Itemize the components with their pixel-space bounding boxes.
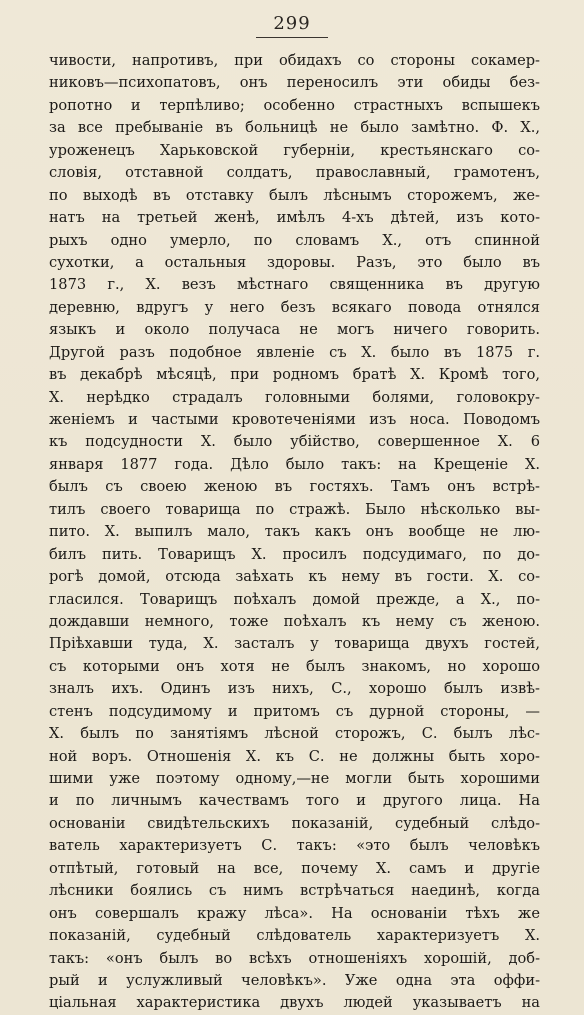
text-line: чивости, напротивъ, при обидахъ со стороны сокамер- — [49, 52, 540, 69]
text-line: лѣсники боялись съ нимъ встрѣчаться наединѣ, когда — [49, 882, 540, 900]
text-line: рый и услужливый человѣкъ». Уже одна эта оффи- — [49, 971, 540, 989]
body-text — [49, 50, 540, 1015]
text-line: рыхъ одно умерло, по словамъ Х., отъ спинной — [49, 231, 540, 249]
text-line: стенъ подсудимому и притомъ съ дурной стороны, — — [49, 702, 540, 720]
text-line: деревню, вдругъ у него безъ всякаго повода отнялся — [49, 298, 540, 316]
text-line: уроженецъ Харьковской губернiи, крестьянскаго со- — [49, 141, 540, 159]
text-line: билъ пить. Товарищъ Х. просилъ подсудимаго, по до- — [49, 545, 540, 563]
text-line: Прiѣхавши туда, Х. засталъ у товарища двухъ гостей, — [49, 635, 540, 653]
text-line: основанiи свидѣтельскихъ показанiй, судебный слѣдо- — [49, 814, 540, 832]
text-line: 1873 г., Х. везъ мѣстнаго священника въ другую — [49, 276, 540, 294]
text-line: онъ совершалъ кражу лѣса». На основанiи тѣхъ же — [49, 904, 540, 922]
page-number-rule — [256, 37, 328, 38]
text-line: въ декабрѣ мѣсяцѣ, при родномъ братѣ Х. Кромѣ того, — [49, 366, 540, 384]
text-line: гласился. Товарищъ поѣхалъ домой прежде, а Х., по- — [49, 590, 540, 608]
text-line: января 1877 года. Дѣло было такъ: на Крещенiе Х. — [49, 455, 540, 473]
text-line: шими уже поэтому одному,—не могли быть хорошими — [49, 770, 540, 787]
text-line: былъ съ своею женою въ гостяхъ. Тамъ онъ встрѣ- — [49, 478, 540, 496]
text-line: къ подсудности Х. было убiйство, совершенное Х. 6 — [49, 433, 540, 451]
text-line: зналъ ихъ. Одинъ изъ нихъ, С., хорошо былъ извѣ- — [49, 680, 540, 698]
text-line: и по личнымъ качествамъ того и другого лица. На — [49, 792, 540, 810]
text-line: съ которыми онъ хотя не былъ знакомъ, но хорошо — [49, 657, 540, 675]
text-line: сухотки, а остальныя здоровы. Разъ, это было въ — [49, 253, 540, 271]
text-line: Другой разъ подобное явленiе съ Х. было въ 1875 г. — [49, 343, 540, 361]
page-number: 299 — [273, 13, 311, 34]
text-line: показанiй, судебный слѣдователь характеризуетъ Х. — [49, 927, 540, 945]
text-line: ватель характеризуетъ С. такъ: «это былъ человѣкъ — [49, 837, 540, 855]
text-line: по выходѣ въ отставку былъ лѣснымъ сторожемъ, же- — [49, 186, 540, 204]
text-line: ропотно и терпѣливо; особенно страстныхъ вспышекъ — [49, 96, 540, 114]
text-line: ной воръ. Отношенiя Х. къ С. не должны быть хоро- — [49, 747, 540, 765]
text-line: словiя, отставной солдатъ, православный, грамотенъ, — [49, 164, 540, 182]
text-line: рогѣ домой, отсюда заѣхать къ нему въ гости. Х. со- — [49, 568, 540, 586]
text-line: за все пребыванiе въ больницѣ не было замѣтно. Ф. Х., — [49, 119, 540, 137]
text-line: Х. былъ по занятiямъ лѣсной сторожъ, С. былъ лѣс- — [49, 725, 540, 743]
text-line: такъ: «онъ былъ во всѣхъ отношенiяхъ хорошiй, доб- — [49, 949, 540, 967]
text-line: женiемъ и частыми кровотеченiями изъ носа. Поводомъ — [49, 411, 540, 428]
text-line: дождавши немного, тоже поѣхалъ къ нему съ женою. — [49, 612, 540, 630]
text-line: Х. нерѣдко страдалъ головными болями, головокру- — [49, 388, 540, 406]
text-line: натъ на третьей женѣ, имѣлъ 4-хъ дѣтей, изъ кото- — [49, 209, 540, 227]
text-line: пито. Х. выпилъ мало, такъ какъ онъ вообще не лю- — [49, 523, 540, 541]
text-line: никовъ—психопатовъ, онъ переносилъ эти обиды без- — [49, 74, 540, 92]
text-line: языкъ и около получаса не могъ ничего говорить. — [49, 321, 540, 339]
text-line: отпѣтый, готовый на все, почему Х. самъ и другiе — [49, 859, 540, 877]
text-line: цiальная характеристика двухъ людей указываетъ на — [49, 994, 540, 1012]
text-line: тилъ своего товарища по стражѣ. Было нѣсколько вы- — [49, 500, 540, 518]
